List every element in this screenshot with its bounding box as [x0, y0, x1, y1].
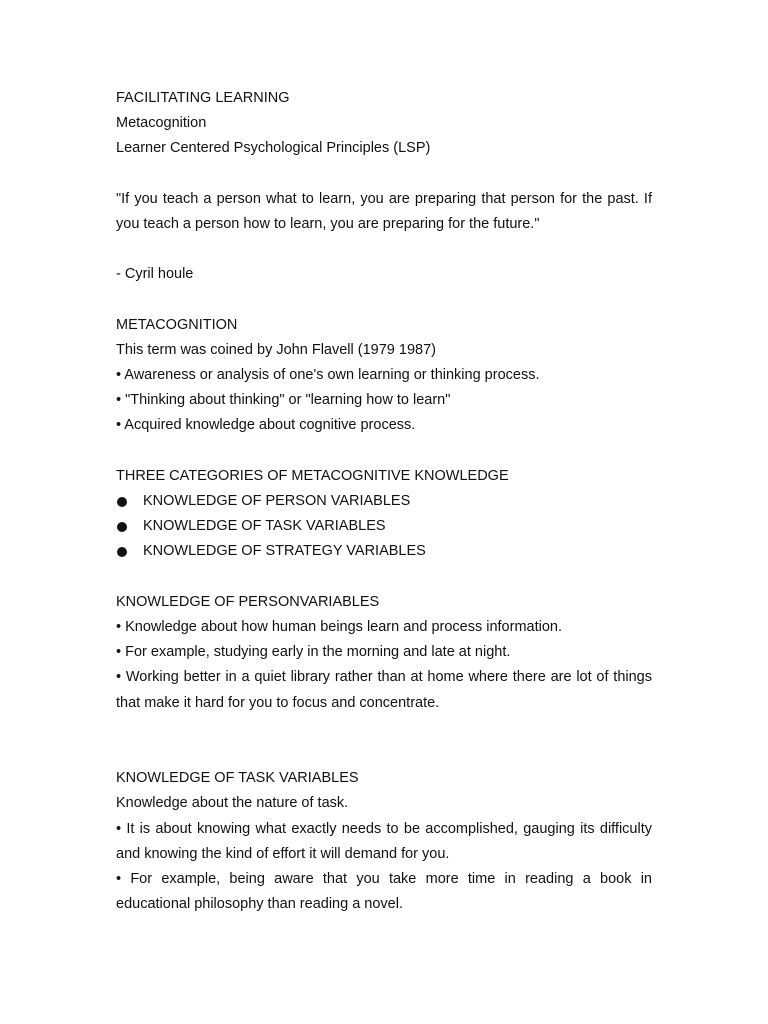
- quote-text: "If you teach a person what to learn, you are preparing that person for the past. If you teach a person how to learn, you are preparing for the future.": [116, 190, 652, 232]
- document-subtitle-lsp: Learner Centered Psychological Principles (LSP): [116, 140, 431, 157]
- document-subtitle: Metacognition: [116, 115, 207, 132]
- document-title: FACILITATING LEARNING: [116, 90, 290, 106]
- quote-author: - Cyril houle: [116, 266, 194, 283]
- category-item: [116, 489, 652, 514]
- category-item: [116, 539, 652, 564]
- person-variables-point: • For example, studying early in the morning and late at night.: [116, 644, 511, 661]
- task-variables-heading: KNOWLEDGE OF TASK VARIABLES: [116, 770, 359, 787]
- task-variables-point: • For example, being aware that you take more time in reading a book in educational philosophy than reading a novel.: [116, 870, 652, 913]
- document-page: [116, 86, 652, 917]
- task-variables-point: • It is about knowing what exactly needs to be accomplished, gauging its difficulty and knowing the kind of effort it will demand for you.: [116, 820, 652, 862]
- bullet-dot-icon: [117, 547, 127, 557]
- person-variables-point: • Knowledge about how human beings learn and process information.: [116, 618, 562, 635]
- metacognition-point: • "Thinking about thinking" or "learning how to learn": [116, 392, 451, 409]
- category-item-label: KNOWLEDGE OF STRATEGY VARIABLES: [143, 543, 426, 560]
- metacognition-point: • Acquired knowledge about cognitive process.: [116, 417, 416, 434]
- metacognition-heading: METACOGNITION: [116, 316, 238, 333]
- category-item-label: KNOWLEDGE OF PERSON VARIABLES: [143, 493, 411, 510]
- task-variables-intro: Knowledge about the nature of task.: [116, 795, 349, 812]
- person-variables-heading: KNOWLEDGE OF PERSONVARIABLES: [116, 593, 380, 610]
- categories-heading: THREE CATEGORIES OF METACOGNITIVE KNOWLEDGE: [116, 467, 509, 484]
- category-item: [116, 514, 652, 539]
- bullet-dot-icon: [117, 497, 127, 507]
- metacognition-point: • Awareness or analysis of one's own learning or thinking process.: [116, 367, 540, 384]
- person-variables-point: • Working better in a quiet library rather than at home where there are lot of things that make it hard for you to focus and concentrate.: [116, 669, 652, 711]
- bullet-dot-icon: [117, 522, 127, 532]
- category-item-label: KNOWLEDGE OF TASK VARIABLES: [143, 518, 386, 535]
- metacognition-intro: This term was coined by John Flavell (1979 1987): [116, 341, 436, 358]
